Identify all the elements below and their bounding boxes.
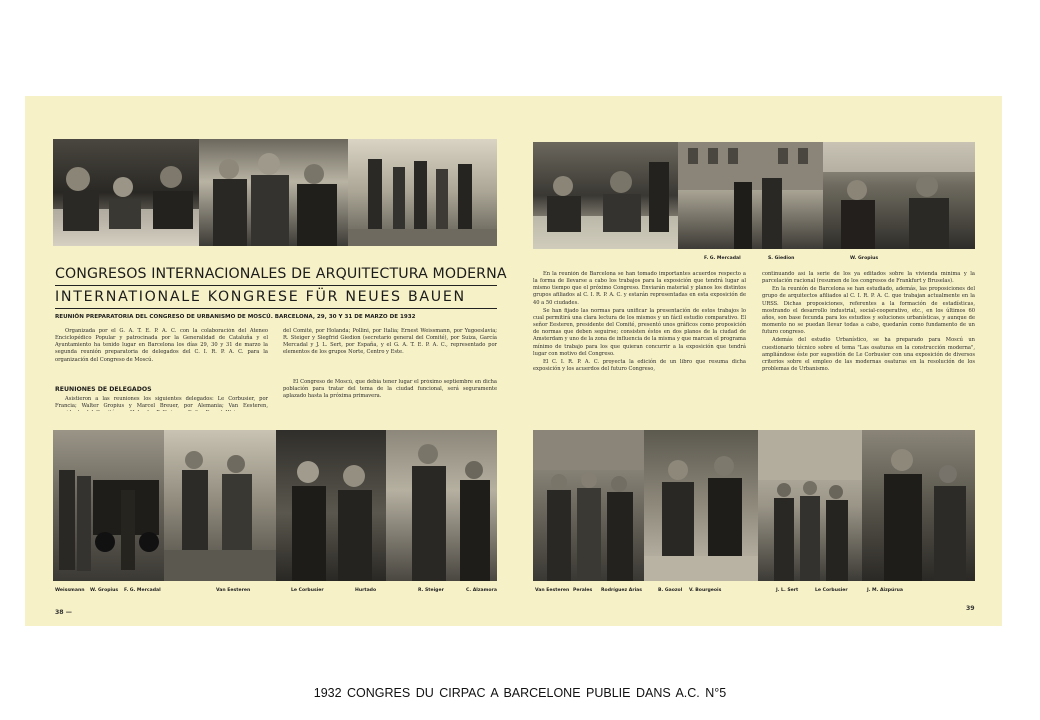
caption-steiger: R. Steiger bbox=[418, 588, 444, 593]
photo-right-bottom-4 bbox=[862, 430, 975, 581]
right-page-column-1 bbox=[533, 271, 746, 421]
photo-right-bottom-1 bbox=[533, 430, 644, 581]
caption-gropius: W. Gropius bbox=[90, 588, 119, 593]
book-paragraph: El C. I. R. P. A. C. proyecta la edición de un libro que resuma dicha exposición y los acuerdos del futuro Congreso, bbox=[533, 358, 746, 373]
questionnaire-paragraph: Además del estudio Urbanístico, se ha preparado para Moscú un cuestionario técnico sobre el tema "Las osaturas en la construcción moderna", ampliándose éste por sugestión de Le Corbusier con una exposición de diversos criterios sobre el empleo de las modernas osaturas en la resolución de los problemas de Urbanismo. bbox=[762, 337, 975, 373]
photo-left-top-2 bbox=[199, 139, 348, 246]
left-page-column-1b bbox=[55, 396, 268, 411]
caption-alzamora: C. Alzamora bbox=[466, 588, 497, 593]
footer-caption: 1932 CONGRES DU CIRPAC A BARCELONE PUBLIE DANS A.C. N°5 bbox=[313, 686, 727, 700]
page-number-right: 39 bbox=[966, 605, 975, 612]
meeting-subheading: REUNIÓN PREPARATORIA DEL CONGRESO DE URBANISMO DE MOSCÚ. BARCELONA, 29, 30 Y 31 DE MARZO DE 1932 bbox=[55, 314, 416, 320]
section-heading: REUNIONES DE DELEGADOS bbox=[55, 386, 152, 393]
photo-left-bottom-4 bbox=[386, 430, 497, 581]
caption-right-mercadal: F. G. Mercadal bbox=[704, 256, 741, 261]
photo-right-top-1 bbox=[533, 142, 678, 249]
caption-right-gropius: W. Gropius bbox=[850, 256, 879, 261]
caption-le-corbusier: Le Corbusier bbox=[291, 588, 324, 593]
photo-right-bottom-2 bbox=[644, 430, 758, 581]
photo-left-bottom-1 bbox=[53, 430, 164, 581]
right-page-column-2 bbox=[762, 271, 975, 421]
caption-mercadal: F. G. Mercadal bbox=[124, 588, 161, 593]
title-rule bbox=[55, 285, 497, 286]
caption-right-aizpurua: J. M. Aizpúrua bbox=[867, 588, 903, 593]
photo-right-top-2 bbox=[678, 142, 823, 249]
urss-paragraph: En la reunión de Barcelona se han estudiado, además, las proposiciones del grupo de arquitectos afiliados al C. I. R. P. A. C. que trabajan actualmente en la URSS. Dichas proposiciones, referentes a la formación de estadísticas, mostrando el desarrollo industrial, social-cooperativo, etc., en los últimos 60 años, son base fecunda para los estudios y soluciones urbanísticas, y aunque de momento no se puedan llevar todas a cabo, quedarán como fundamento de un futuro congreso. bbox=[762, 286, 975, 336]
caption-right-gaozol: B. Gaozol bbox=[658, 588, 683, 593]
caption-right-perales: Perales bbox=[573, 588, 593, 593]
photo-right-bottom-3 bbox=[758, 430, 862, 581]
left-page-column-2 bbox=[283, 328, 497, 378]
photo-left-top-1 bbox=[53, 139, 199, 246]
caption-right-le-corbusier: Le Corbusier bbox=[815, 588, 848, 593]
caption-weissmann: Weissmann bbox=[55, 588, 85, 593]
caption-hurtado: Hurtado bbox=[355, 588, 377, 593]
moscow-paragraph: El Congreso de Moscú, que debía tener lugar el próximo septiembre en dicha población para tratar del tema de la ciudad funcional, será seguramente aplazado hasta la próxima primavera. bbox=[283, 379, 497, 400]
delegates-paragraph: Asistieron a las reuniones los siguientes delegados: Le Corbusier, por Francia; Walter Gropius y Marcel Breuer, por Alemania; Van Eesteren, bbox=[55, 396, 268, 410]
page-subtitle: INTERNATIONALE KONGRESE FÜR NEUES BAUEN bbox=[55, 289, 466, 305]
caption-right-sert: J. L. Sert bbox=[776, 588, 799, 593]
photo-right-top-3 bbox=[823, 142, 975, 249]
left-page-column-2b bbox=[283, 379, 497, 423]
delegates-paragraph-continued: del Comité, por Holanda; Pollini, por Italia; Ernest Weissmann, por Yugoeslavia; R. Steiger y Siegfrid Giedion (secretario general del Comité), por Suiza, García Mercadal y J. L. Sert, por España, y el G. A. T. E. P. A. C., representado por elementos de los grupos Norte, Centro y Este. bbox=[283, 328, 497, 356]
caption-right-giedion: S. Giedion bbox=[768, 256, 795, 261]
photo-left-bottom-2 bbox=[164, 430, 276, 581]
caption-right-bourgeois: V. Bourgeois bbox=[689, 588, 722, 593]
left-page-column-1 bbox=[55, 328, 268, 385]
page-title: CONGRESOS INTERNACIONALES DE ARQUITECTURA MODERNA bbox=[55, 266, 507, 282]
photo-left-top-3 bbox=[348, 139, 497, 246]
series-paragraph: continuando así la serie de los ya editados sobre la vivienda mínima y la parcelación racional (resumen de los congresos de Frankfurt y Bruselas). bbox=[762, 271, 975, 285]
subtitle-rule bbox=[55, 308, 497, 309]
norms-paragraph: Se han fijado las normas para unificar la presentación de estos trabajos lo cual permitirá una clara lectura de los mismos y un fácil estudio comparativo. El señor Eesteren, presidente del Comité, presentó unos gráficos como proposición de normas que deben seguirse; consisten éstos en dos planos de la ciudad de Amsterdam y uno de la zona de influencia de la misma y que marcan el programa mínimo de trabajo para los que quieran concurrir a la exposición que tendrá lugar con motivo del Congreso. bbox=[533, 307, 746, 357]
page-number-left: 38 — bbox=[55, 609, 72, 616]
intro-paragraph: Organizada por el G. A. T. E. P. A. C. con la colaboración del Ateneo Enciclopédico Popular y patrocinada por la Generalidad de Cataluña y el Ayuntamiento ha tenido lugar en Barcelona los días 29, 30 y 31 de marzo la segunda reunión preparatoria de delegados del C. I. R. P. A. C. para la organización del Congreso de Moscú. bbox=[55, 328, 268, 363]
caption-right-rodriguez-arias: Rodríguez Arias bbox=[601, 588, 642, 593]
exposition-paragraph: En la reunión de Barcelona se han tomado importantes acuerdos respecto a la forma de llevarse a cabo los trabajos para la exposición que tendrá lugar al mismo tiempo que el próximo Congreso. Enviarán material y planos los distintos grupos afiliados al C. I. R. P. A. C. y estarán representadas en esta exposición de 40 a 50 ciudades. bbox=[533, 271, 746, 306]
caption-van-eesteren: Van Eesteren bbox=[216, 588, 251, 593]
caption-right-van-eesteren: Van Eesteren bbox=[535, 588, 570, 593]
photo-left-bottom-3 bbox=[276, 430, 386, 581]
